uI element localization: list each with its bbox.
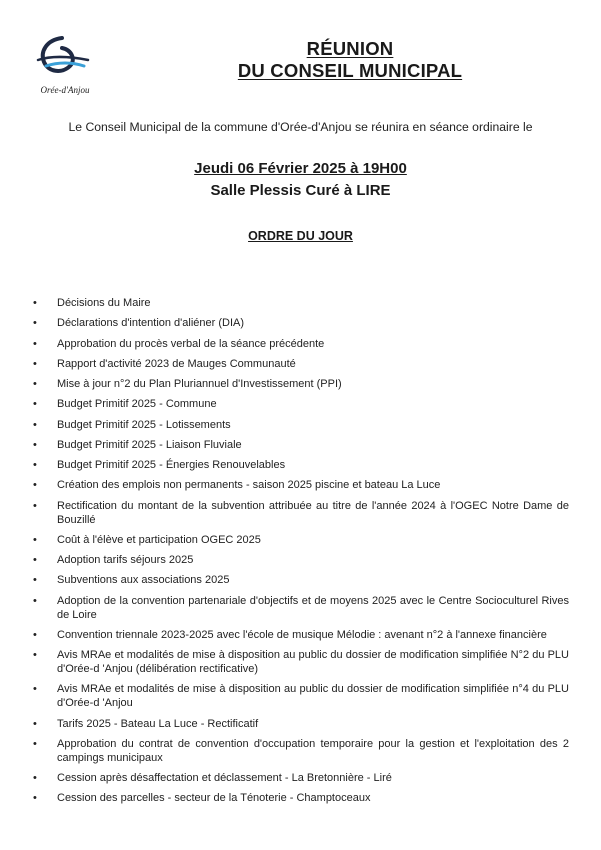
agenda-item [33,499,569,527]
bullet-icon: • [33,792,37,805]
agenda-item [33,337,569,351]
bullet-icon: • [33,737,37,750]
bullet-icon: • [33,459,37,471]
bullet-icon: • [33,418,37,431]
intro-text: Le Conseil Municipal de la commune d'Orée-d'Anjou se réunira en séance ordinaire le [68,120,533,134]
logo-text: Orée-d'Anjou [40,85,90,95]
bullet-icon: • [33,533,37,546]
bullet-icon: • [33,554,37,566]
agenda-item [33,478,569,492]
agenda-item-text: Budget Primitif 2025 - Liaison Fluviale [57,438,242,451]
bullet-icon: • [33,378,37,390]
agenda-item [33,377,569,391]
agenda-item-text: Approbation du procès verbal de la séance précédente [57,337,325,350]
bullet-icon: • [33,683,37,696]
bullet-icon: • [33,628,37,641]
agenda-item [33,628,569,642]
agenda-item [33,357,569,371]
agenda-item [33,458,569,472]
agenda-item-text: Approbation du contrat de convention d'occupation temporaire pour la gestion et l'exploitation des 2 campings municipaux [57,737,569,764]
bullet-icon: • [33,398,37,411]
bullet-icon: • [33,499,37,512]
agenda-item-text: Rectification du montant de la subvention attribuée au titre de l'année 2024 à l'OGEC Notre Dame de Bouzillé [57,499,569,526]
bullet-icon: • [33,357,37,370]
meeting-date: Jeudi 06 Février 2025 à 19H00 [194,160,407,177]
agenda-list [33,296,569,812]
bullet-icon: • [33,574,37,587]
commune-logo [18,30,108,100]
agenda-item-text: Convention triennale 2023-2025 avec l'école de musique Mélodie : avenant n°2 à l'annexe financière [57,628,547,641]
agenda-item-text: Avis MRAe et modalités de mise à disposition au public du dossier de modification simplifiée n°4 du PLU d'Orée-d 'Anjou [57,683,569,710]
agenda-item [33,533,569,547]
agenda-item-text: Cession des parcelles - secteur de la Ténoterie - Champtoceaux [57,792,371,805]
agenda-item [33,737,569,765]
agenda-item-text: Budget Primitif 2025 - Lotissements [57,418,231,431]
agenda-item [33,682,569,710]
bullet-icon: • [33,649,37,661]
agenda-item [33,594,569,622]
agenda-item-text: Cession après désaffectation et déclassement - La Bretonnière - Liré [57,772,392,784]
agenda-item [33,717,569,731]
agenda-item [33,648,569,676]
agenda-item [33,771,569,785]
bullet-icon: • [33,772,37,784]
agenda-item-text: Budget Primitif 2025 - Commune [57,398,217,411]
bullet-icon: • [33,479,37,492]
agenda-item-text: Création des emplois non permanents - saison 2025 piscine et bateau La Luce [57,479,441,492]
bullet-icon: • [33,717,37,730]
agenda-item-text: Adoption tarifs séjours 2025 [57,554,194,566]
agenda-item-text: Adoption de la convention partenariale d'objectifs et de moyens 2025 avec le Centre Socioculturel Rives de Loire [57,594,569,621]
agenda-item-text: Mise à jour n°2 du Plan Pluriannuel d'Investissement (PPI) [57,378,342,390]
agenda-item-text: Décisions du Maire [57,297,151,309]
bullet-icon: • [33,317,37,330]
agenda-item [33,791,569,805]
agenda-item [33,316,569,330]
agenda-item-text: Déclarations d'intention d'aliéner (DIA) [57,317,245,330]
agenda-item [33,573,569,587]
agenda-item [33,397,569,411]
agenda-item [33,553,569,567]
bullet-icon: • [33,297,37,309]
agenda-item-text: Tarifs 2025 - Bateau La Luce - Rectificatif [57,717,259,730]
agenda-item-text: Avis MRAe et modalités de mise à disposition au public du dossier de modification simplifiée N°2 du PLU d'Orée-d 'Anjou (délibération rectificative) [57,649,569,675]
meeting-venue: Salle Plessis Curé à LIRE [210,182,391,199]
bullet-icon: • [33,594,37,607]
agenda-item [33,438,569,452]
page-title-line-2: DU CONSEIL MUNICIPAL [237,60,463,81]
agenda-item-text: Rapport d'activité 2023 de Mauges Communauté [57,357,296,370]
bullet-icon: • [33,438,37,451]
agenda-item-text: Budget Primitif 2025 - Énergies Renouvelables [57,459,286,471]
logo-swirl-icon [32,30,94,86]
agenda-item [33,296,569,310]
agenda-item-text: Coût à l'élève et participation OGEC 2025 [57,533,261,546]
agenda-title: ORDRE DU JOUR [248,229,353,243]
bullet-icon: • [33,337,37,350]
page-title-line-1: RÉUNION [306,38,394,59]
agenda-item [33,418,569,432]
agenda-item-text: Subventions aux associations 2025 [57,574,230,587]
